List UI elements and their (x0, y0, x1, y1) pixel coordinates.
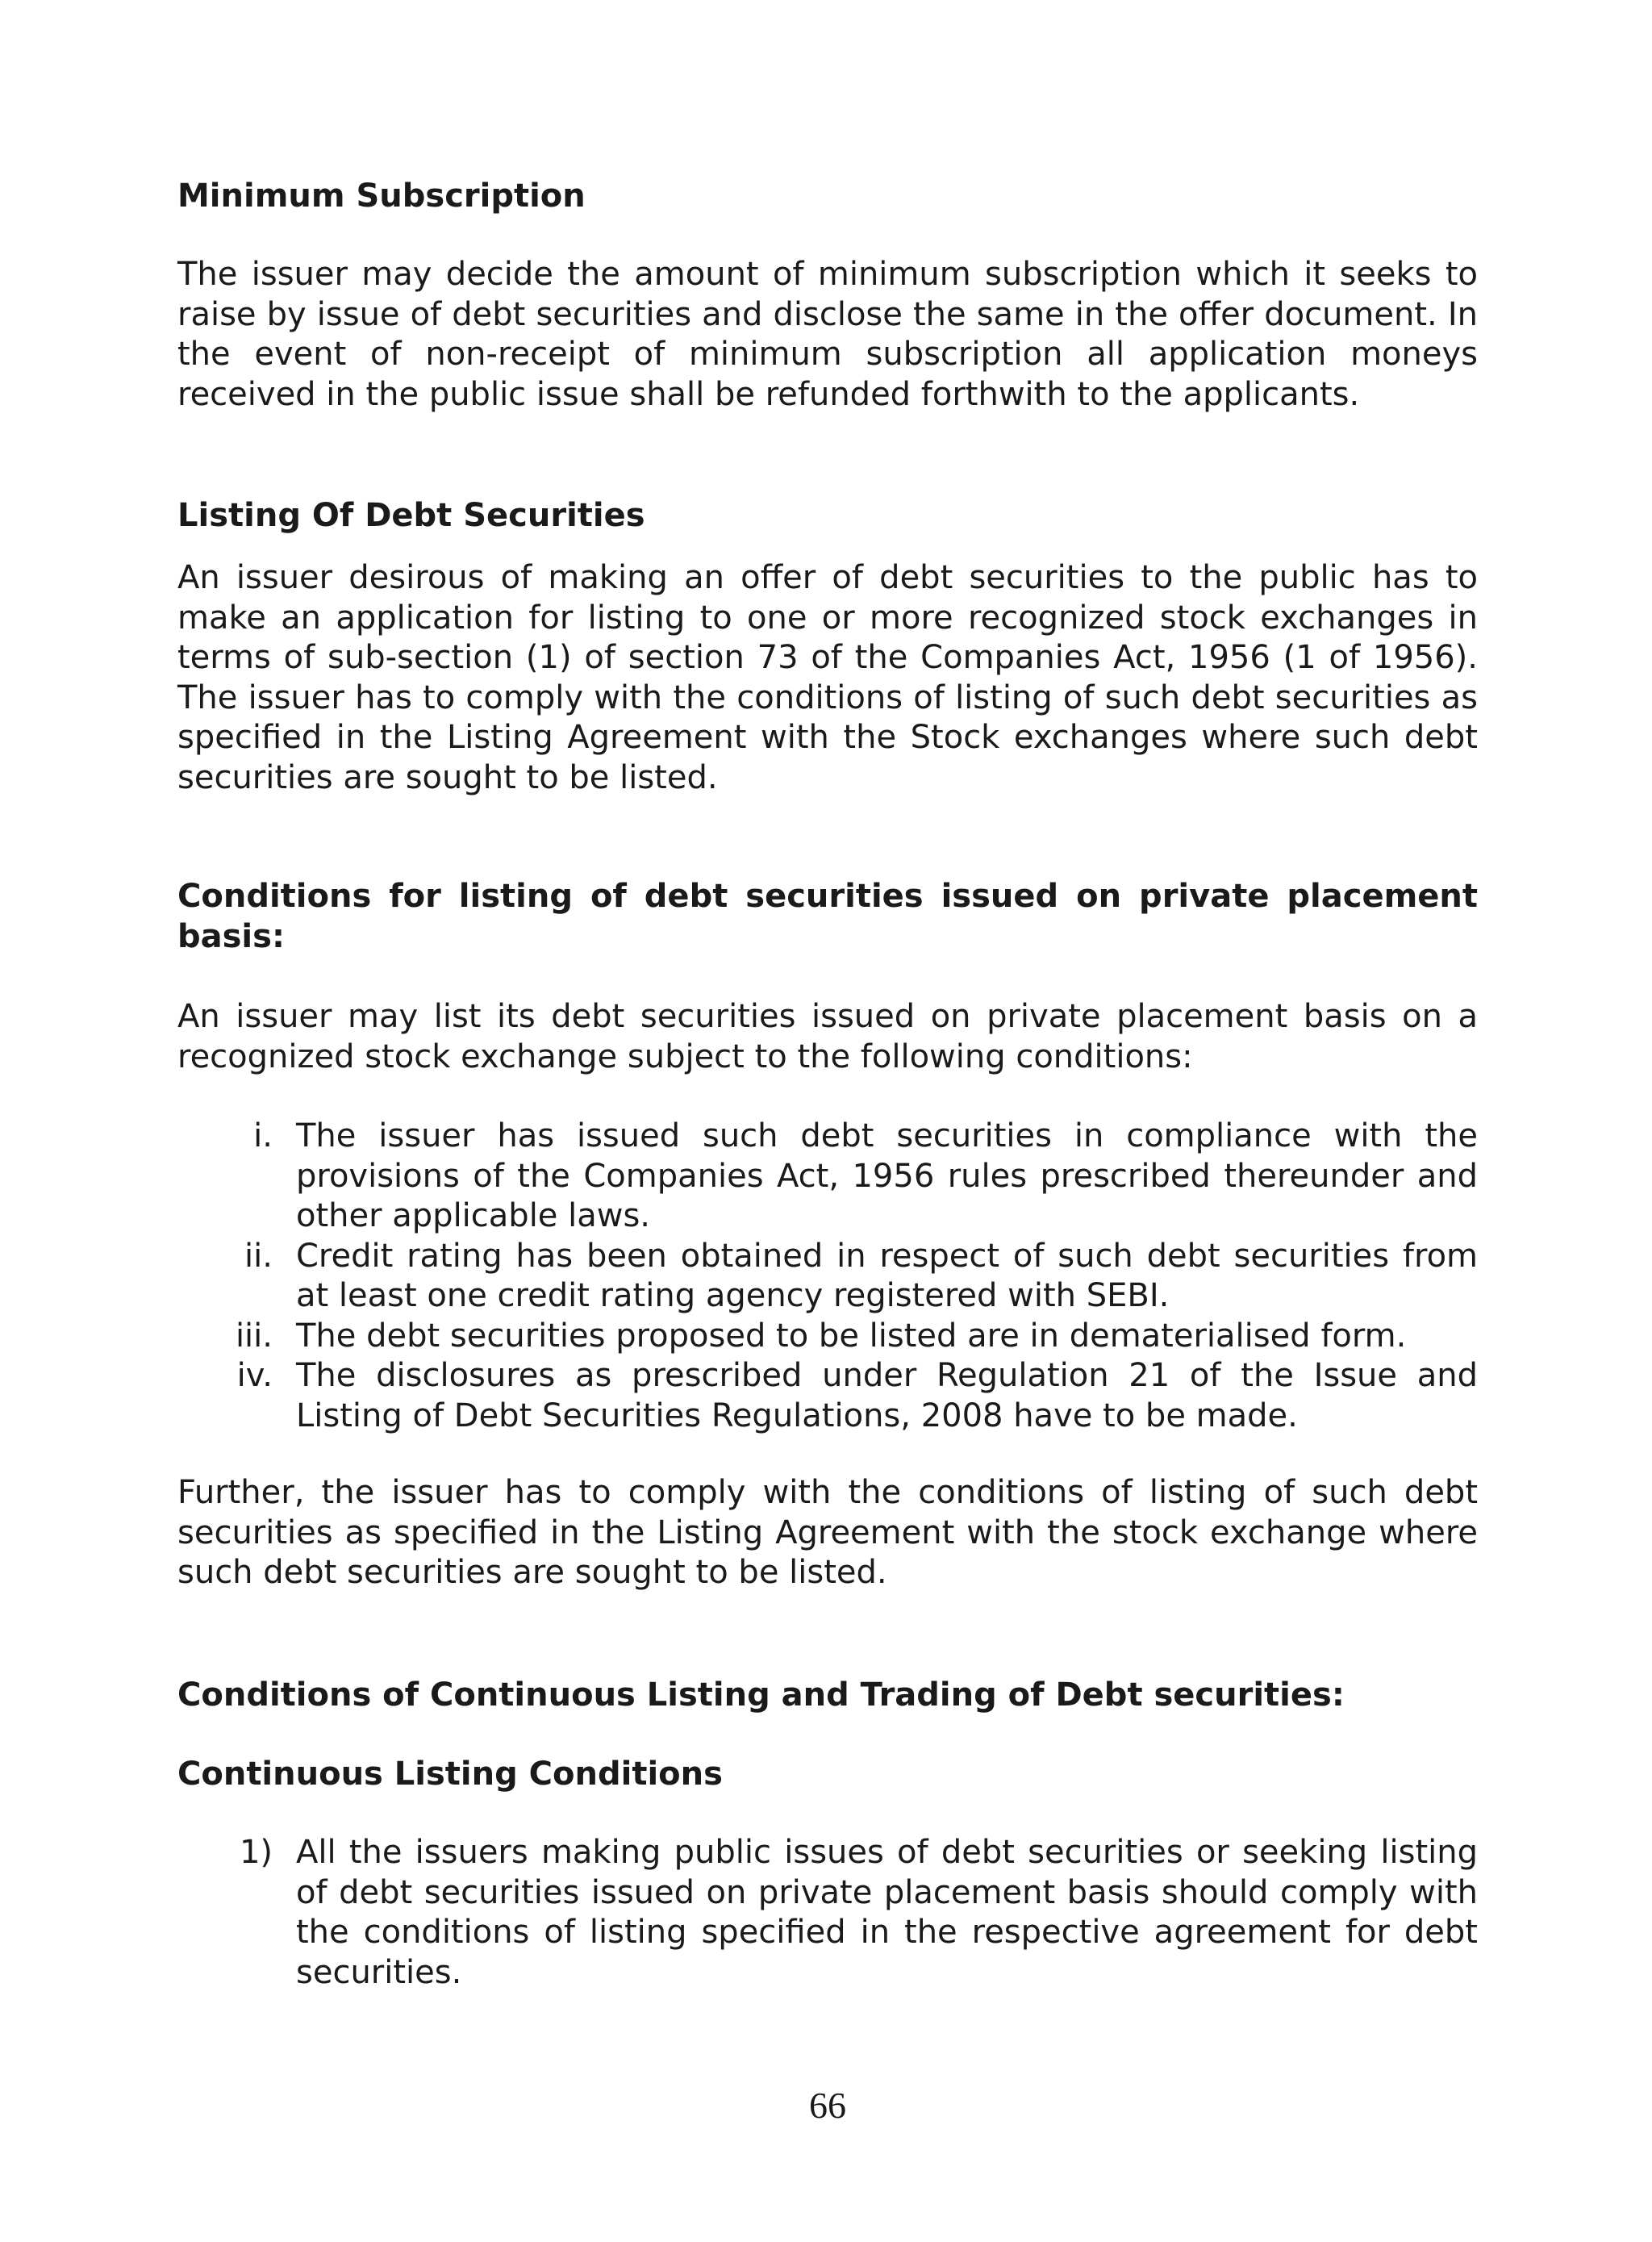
private-placement-conditions-list (177, 1117, 1478, 1436)
heading-listing-of-debt-securities: Listing Of Debt Securities (177, 497, 645, 534)
list-item-text: Credit rating has been obtained in respect of such debt securities from at least one credit rating agency registered with SEBI. (296, 1237, 1478, 1314)
page-number: 66 (809, 2085, 846, 2126)
list-marker: 1) (239, 1834, 273, 1871)
document-page (177, 0, 1478, 2242)
list-item-text: All the issuers making public issues of debt securities or seeking listing of debt securities issued on private placement basis should comply with the conditions of listing specified in the respective agreement for debt securities. (296, 1834, 1478, 1991)
paragraph-listing-of-debt-securities: An issuer desirous of making an offer of debt securities to the public has to make an application for listing to one or more recognized stock exchanges in terms of sub-section (1) of section 73 of the Companies Act, 1956 (1 of 1956). The issuer has to comply with the conditions of listing of such debt securities as specified in the Listing Agreement with the Stock exchanges where such debt securities are sought to be listed. (177, 559, 1478, 796)
list-item (177, 1117, 1478, 1237)
heading-continuous-listing-trading: Conditions of Continuous Listing and Trading of Debt securities: (177, 1676, 1345, 1714)
list-item (177, 1317, 1478, 1357)
paragraph-private-placement-intro: An issuer may list its debt securities issued on private placement basis on a recognized stock exchange subject to the following conditions: (177, 998, 1478, 1075)
heading-private-placement-conditions: Conditions for listing of debt securities issued on private placement basis: (177, 878, 1478, 955)
list-item (177, 1356, 1478, 1436)
paragraph-private-placement-further: Further, the issuer has to comply with the conditions of listing of such debt securities as specified in the Listing Agreement with the stock exchange where such debt securities are sought to be listed. (177, 1474, 1478, 1591)
list-marker: iii. (235, 1317, 273, 1355)
subheading-continuous-listing-conditions: Continuous Listing Conditions (177, 1756, 723, 1793)
list-marker: i. (253, 1117, 273, 1154)
heading-minimum-subscription: Minimum Subscription (177, 177, 586, 215)
paragraph-minimum-subscription: The issuer may decide the amount of minimum subscription which it seeks to raise by issue of debt securities and disclose the same in the offer document. In the event of non-receipt of minimum subscription all application moneys received in the public issue shall be refunded forthwith to the applicants. (177, 256, 1478, 413)
list-item-text: The debt securities proposed to be listed are in dematerialised form. (296, 1317, 1407, 1355)
list-item (177, 1237, 1478, 1317)
list-marker: iv. (236, 1357, 273, 1394)
list-marker: ii. (244, 1237, 273, 1275)
list-item-text: The issuer has issued such debt securities in compliance with the provisions of the Companies Act, 1956 rules prescribed thereunder and other applicable laws. (296, 1117, 1478, 1234)
list-item (177, 1833, 1478, 1993)
continuous-listing-conditions-list (177, 1833, 1478, 1993)
list-item-text: The disclosures as prescribed under Regulation 21 of the Issue and Listing of Debt Securities Regulations, 2008 have to be made. (296, 1357, 1478, 1434)
